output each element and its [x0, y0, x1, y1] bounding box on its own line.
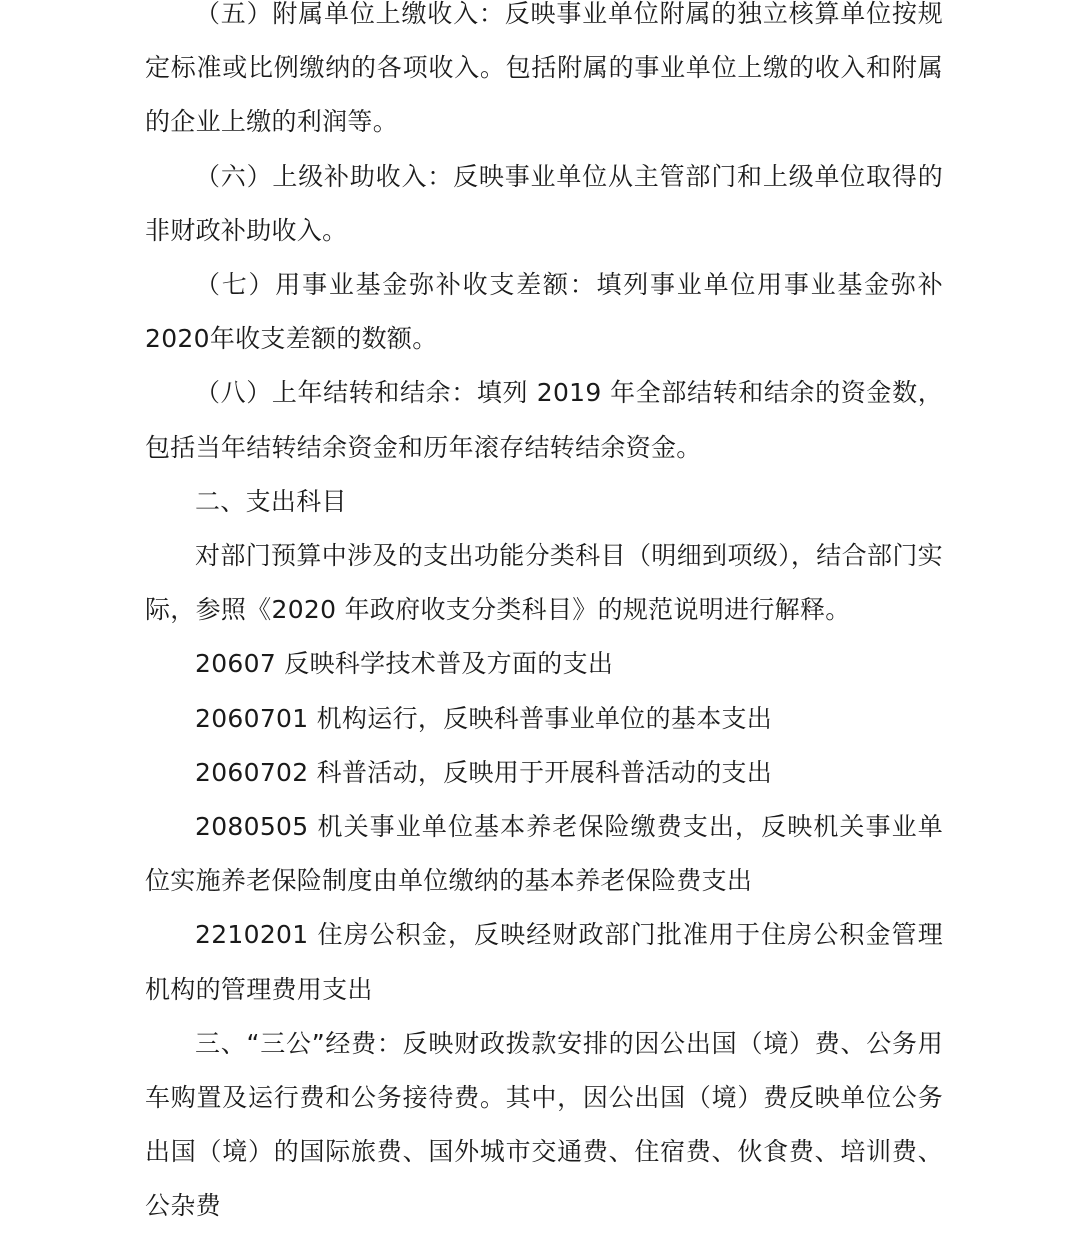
paragraph-superior-subsidy-income: （六）上级补助收入：反映事业单位从主管部门和上级单位取得的非财政补助收入。: [145, 161, 943, 245]
paragraph-item-2060701: 2060701 机构运行，反映科普事业单位的基本支出: [195, 703, 773, 733]
paragraph-business-fund-balance: （七）用事业基金弥补收支差额：填列事业单位用事业基金弥补 2020年收支差额的数额。: [145, 270, 943, 354]
paragraph-affiliated-unit-income: （五）附属单位上缴收入：反映事业单位附属的独立核算单位按规定标准或比例缴纳的各项收入。包括附属的事业单位上缴的收入和附属的企业上缴的利润等。: [145, 0, 943, 137]
paragraph-item-2210201: 2210201 住房公积金，反映经财政部门批准用于住房公积金管理机构的管理费用支出: [145, 920, 943, 1004]
section-heading-expenditure: 二、支出科目: [195, 486, 347, 516]
paragraph-three-public-expenses: 三、“三公”经费：反映财政拨款安排的因公出国（境）费、公务用车购置及运行费和公务接待费。其中，因公出国（境）费反映单位公务出国（境）的国际旅费、国外城市交通费、住宿费、伙食费、培训费、公杂费: [145, 1028, 943, 1221]
paragraph-prior-year-carryover: （八）上年结转和结余：填列 2019 年全部结转和结余的资金数，包括当年结转结余资金和历年滚存结转结余资金。: [145, 378, 943, 462]
paragraph-item-20607: 20607 反映科学技术普及方面的支出: [195, 649, 614, 679]
document-body: [145, 0, 943, 1234]
paragraph-expenditure-intro: 对部门预算中涉及的支出功能分类科目（明细到项级），结合部门实际，参照《2020 年政府收支分类科目》的规范说明进行解释。: [145, 541, 943, 625]
paragraph-item-2060702: 2060702 科普活动，反映用于开展科普活动的支出: [195, 757, 773, 787]
paragraph-item-2080505: 2080505 机关事业单位基本养老保险缴费支出，反映机关事业单位实施养老保险制度由单位缴纳的基本养老保险费支出: [145, 812, 943, 896]
